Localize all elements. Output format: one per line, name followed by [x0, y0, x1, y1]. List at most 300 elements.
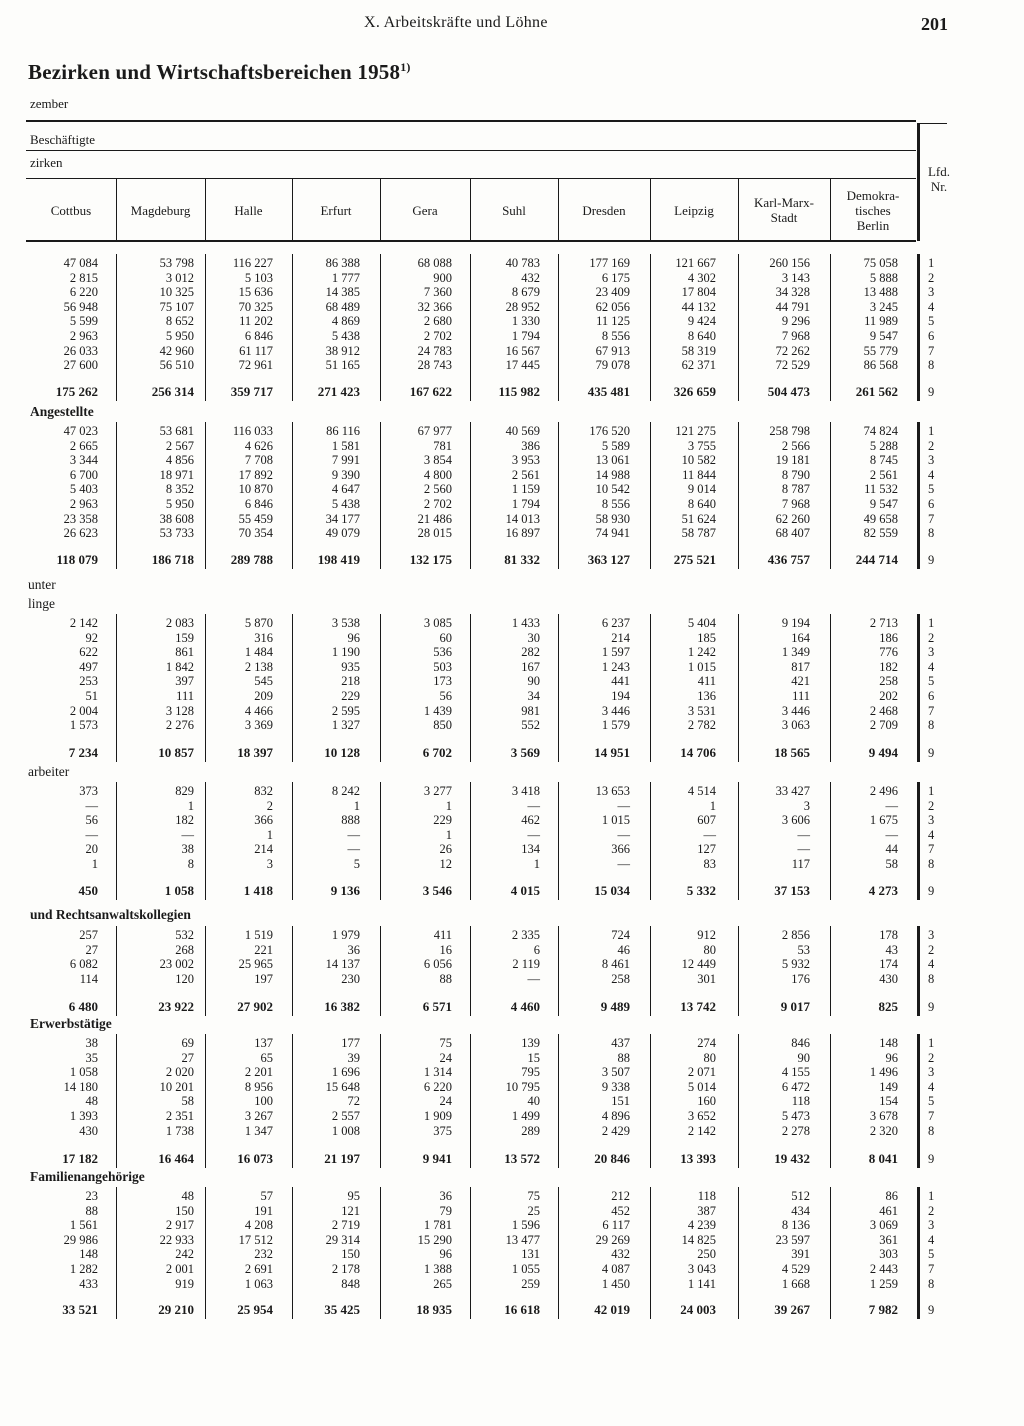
table-row — [0, 512, 1024, 526]
cell-dresden: 79 078 — [595, 358, 630, 373]
cell-leipzig: 912 — [697, 928, 716, 942]
column-rule — [116, 782, 117, 900]
row-number: 5 — [928, 1247, 935, 1262]
cell-demokratisches-berlin: 149 — [879, 1079, 898, 1094]
cell-halle: 70 325 — [238, 299, 273, 314]
cell-gera: 3 277 — [423, 784, 452, 798]
cell-erfurt: 1 008 — [331, 1123, 360, 1138]
cell-karl-marx-stadt: 8 787 — [781, 482, 810, 497]
cell-dresden: 6 117 — [602, 1218, 630, 1233]
cell-cottbus: 56 — [85, 813, 98, 828]
cell-cottbus: 450 — [78, 883, 98, 898]
cell-suhl: 282 — [521, 645, 540, 660]
column-header-2 — [205, 203, 292, 218]
cell-magdeburg: 23 002 — [159, 957, 194, 972]
cell-demokratisches-berlin: 258 — [879, 674, 898, 689]
cell-leipzig: 250 — [697, 1247, 716, 1262]
cell-karl-marx-stadt: 8 790 — [781, 467, 810, 482]
cell-karl-marx-stadt: 817 — [791, 659, 810, 674]
cell-suhl: 40 569 — [505, 424, 540, 438]
cell-gera: 15 290 — [417, 1232, 452, 1247]
cell-leipzig: 8 640 — [687, 497, 716, 511]
table-row — [0, 674, 1024, 688]
table-row — [0, 813, 1024, 827]
cell-demokratisches-berlin: 9 547 — [869, 329, 898, 343]
column-rule — [380, 254, 381, 401]
cell-suhl: 462 — [521, 813, 540, 828]
column-rule — [380, 1187, 381, 1319]
cell-magdeburg: 38 — [181, 842, 194, 857]
cell-cottbus: 6 220 — [69, 285, 98, 300]
cell-halle: 1 484 — [244, 645, 273, 660]
row-number: 8 — [928, 1123, 935, 1138]
table-row — [0, 300, 1024, 314]
cell-demokratisches-berlin: 5 288 — [869, 438, 898, 453]
cell-halle: 116 227 — [232, 256, 273, 270]
cell-karl-marx-stadt: 19 181 — [775, 453, 810, 468]
table-row — [0, 1233, 1024, 1247]
row-number: 8 — [928, 358, 935, 373]
column-rule — [738, 254, 739, 401]
column-rule — [205, 1034, 206, 1168]
row-number: 8 — [928, 971, 935, 986]
cell-suhl: 8 679 — [511, 285, 540, 300]
cell-dresden: 176 520 — [589, 424, 630, 438]
cell-erfurt: 39 — [347, 1050, 360, 1065]
cell-magdeburg: 861 — [175, 645, 194, 660]
cell-erfurt: 888 — [341, 813, 360, 828]
cell-gera: 2 702 — [423, 329, 452, 343]
cell-suhl: 795 — [521, 1065, 540, 1080]
cell-karl-marx-stadt: 434 — [791, 1203, 810, 1218]
cell-karl-marx-stadt: 3 143 — [781, 270, 810, 285]
cell-leipzig: 2 782 — [687, 718, 716, 733]
cell-magdeburg: 53 798 — [159, 256, 194, 270]
sub-label: zirken — [30, 155, 63, 170]
cell-erfurt: 3 538 — [331, 616, 360, 630]
cell-suhl: 13 572 — [504, 1151, 540, 1166]
cell-cottbus: 433 — [79, 1276, 98, 1291]
lfd-divider — [917, 1187, 920, 1319]
cell-dresden: 1 450 — [601, 1276, 630, 1291]
row-number: 4 — [928, 957, 935, 972]
row-number: 2 — [928, 798, 935, 813]
cell-leipzig: 387 — [697, 1203, 716, 1218]
table-total-row — [0, 1303, 1024, 1317]
group-rule — [26, 150, 916, 151]
cell-suhl: 139 — [521, 1036, 540, 1050]
cell-erfurt: 229 — [341, 689, 360, 703]
column-rule — [292, 614, 293, 762]
cell-karl-marx-stadt: 39 267 — [774, 1302, 810, 1317]
cell-cottbus: 2 142 — [69, 616, 98, 630]
table-total-row — [0, 553, 1024, 567]
row-number: 7 — [928, 842, 935, 857]
cell-dresden: — — [617, 857, 630, 871]
cell-suhl: 3 953 — [511, 453, 540, 468]
cell-leipzig: 4 239 — [687, 1218, 716, 1233]
cell-demokratisches-berlin: 244 714 — [855, 552, 898, 567]
column-header-line: Stadt — [770, 210, 798, 225]
cell-dresden: 6 237 — [601, 616, 630, 630]
cell-leipzig: 3 531 — [687, 703, 716, 718]
cell-karl-marx-stadt: 90 — [797, 1050, 810, 1065]
column-rule — [558, 422, 559, 569]
table-row — [0, 344, 1024, 358]
cell-leipzig: 9 014 — [687, 482, 716, 497]
lfd-divider — [917, 1034, 920, 1168]
cell-demokratisches-berlin: 8 041 — [868, 1151, 898, 1166]
cell-dresden: 8 556 — [601, 497, 630, 511]
cell-leipzig: 2 142 — [687, 1123, 716, 1138]
cell-gera: 16 — [439, 942, 452, 957]
cell-dresden: 23 409 — [595, 285, 630, 300]
cell-erfurt: 38 912 — [325, 343, 360, 358]
cell-karl-marx-stadt: 62 260 — [775, 511, 810, 526]
cell-karl-marx-stadt: 3 063 — [781, 718, 810, 733]
cell-cottbus: 5 403 — [69, 482, 98, 497]
cell-erfurt: 10 128 — [324, 745, 360, 760]
cell-demokratisches-berlin: 55 779 — [863, 343, 898, 358]
cell-gera: 3 546 — [422, 883, 452, 898]
table-row — [0, 439, 1024, 453]
cell-halle: 3 267 — [244, 1109, 273, 1123]
cell-gera: 3 854 — [423, 453, 452, 468]
cell-halle: 3 369 — [244, 718, 273, 733]
cell-gera: 411 — [433, 928, 452, 942]
cell-erfurt: 29 314 — [325, 1232, 360, 1247]
table-row — [0, 828, 1024, 842]
cell-gera: 375 — [433, 1123, 452, 1138]
row-number: 5 — [928, 314, 935, 329]
column-header-7 — [650, 203, 738, 218]
table-row — [0, 1094, 1024, 1108]
cell-gera: 24 — [439, 1050, 452, 1065]
column-rule — [292, 782, 293, 900]
cell-dresden: 10 542 — [595, 482, 630, 497]
cell-gera: 88 — [439, 971, 452, 986]
table-row — [0, 1277, 1024, 1291]
table-row — [0, 689, 1024, 703]
cell-gera: 7 360 — [423, 285, 452, 300]
cell-magdeburg: 2 351 — [165, 1109, 194, 1123]
column-rule — [558, 1187, 559, 1319]
column-rule — [292, 422, 293, 569]
cell-suhl: 16 567 — [505, 343, 540, 358]
cell-suhl: 16 618 — [504, 1302, 540, 1317]
cell-suhl: 289 — [521, 1123, 540, 1138]
cell-erfurt: 848 — [341, 1276, 360, 1291]
cell-demokratisches-berlin: 43 — [885, 942, 898, 957]
column-rule — [830, 422, 831, 569]
cell-erfurt: 1 190 — [331, 645, 360, 660]
cell-karl-marx-stadt: 3 606 — [781, 813, 810, 828]
cell-erfurt: 96 — [347, 630, 360, 645]
cell-dresden: 29 269 — [595, 1232, 630, 1247]
cell-demokratisches-berlin: 186 — [879, 630, 898, 645]
cell-magdeburg: 186 718 — [151, 552, 194, 567]
cell-magdeburg: 111 — [176, 689, 194, 703]
cell-suhl: 981 — [521, 703, 540, 718]
cell-leipzig: 136 — [697, 689, 716, 703]
cell-karl-marx-stadt: 19 432 — [774, 1151, 810, 1166]
cell-karl-marx-stadt: 5 473 — [781, 1109, 810, 1123]
cell-cottbus: 48 — [85, 1094, 98, 1109]
cell-erfurt: 2 595 — [331, 703, 360, 718]
cell-magdeburg: 10 201 — [159, 1079, 194, 1094]
column-rule — [380, 782, 381, 900]
cell-gera: 1 388 — [423, 1262, 452, 1276]
table-row — [0, 1124, 1024, 1138]
cell-gera: 28 743 — [417, 358, 452, 373]
cell-suhl: 16 897 — [505, 526, 540, 541]
cell-halle: 316 — [254, 630, 273, 645]
cell-leipzig: — — [703, 827, 716, 842]
cell-karl-marx-stadt: 117 — [791, 857, 810, 871]
cell-magdeburg: 48 — [181, 1189, 194, 1203]
table-total-row — [0, 746, 1024, 760]
cell-gera: 850 — [433, 718, 452, 733]
cell-halle: 366 — [254, 813, 273, 828]
cell-leipzig: 3 755 — [687, 438, 716, 453]
column-rule — [558, 614, 559, 762]
cell-dresden: 20 846 — [594, 1151, 630, 1166]
cell-suhl: 1 330 — [511, 314, 540, 329]
cell-demokratisches-berlin: 86 568 — [863, 358, 898, 373]
cell-demokratisches-berlin: — — [885, 798, 898, 813]
cell-halle: 70 354 — [238, 526, 273, 541]
cell-dresden: 13 061 — [595, 453, 630, 468]
cell-demokratisches-berlin: 3 678 — [869, 1109, 898, 1123]
column-header-line: Dresden — [582, 203, 626, 218]
table-row — [0, 645, 1024, 659]
cell-halle: 137 — [254, 1036, 273, 1050]
cell-suhl: 386 — [521, 438, 540, 453]
cell-magdeburg: 53 681 — [159, 424, 194, 438]
row-number: 4 — [928, 1232, 935, 1247]
cell-cottbus: 1 282 — [69, 1262, 98, 1276]
cell-suhl: 10 795 — [505, 1079, 540, 1094]
cell-cottbus: 33 521 — [62, 1302, 98, 1317]
cell-demokratisches-berlin: 58 — [885, 857, 898, 871]
cell-leipzig: 2 071 — [687, 1065, 716, 1080]
lfd-header — [922, 164, 956, 194]
cell-halle: 7 708 — [244, 453, 273, 468]
column-rule — [738, 926, 739, 1016]
cell-suhl: 1 433 — [511, 616, 540, 630]
cell-leipzig: 14 706 — [680, 745, 716, 760]
cell-magdeburg: 3 128 — [165, 703, 194, 718]
cell-halle: 209 — [254, 689, 273, 703]
row-number: 3 — [928, 645, 935, 660]
row-number: 9 — [928, 553, 935, 567]
cell-dresden: 15 034 — [594, 883, 630, 898]
cell-leipzig: 411 — [697, 674, 716, 689]
cell-gera: 1 314 — [423, 1065, 452, 1080]
cell-erfurt: 14 137 — [325, 957, 360, 972]
cell-magdeburg: 3 012 — [165, 270, 194, 285]
row-number: 4 — [928, 299, 935, 314]
cell-cottbus: 7 234 — [68, 745, 98, 760]
cell-magdeburg: 42 960 — [159, 343, 194, 358]
column-rule — [650, 179, 651, 240]
cell-demokratisches-berlin: 5 888 — [869, 270, 898, 285]
cell-dresden: 2 429 — [601, 1123, 630, 1138]
cell-magdeburg: 38 608 — [159, 511, 194, 526]
cell-leipzig: 5 332 — [686, 883, 716, 898]
table-row — [0, 1189, 1024, 1203]
cell-magdeburg: 919 — [175, 1276, 194, 1291]
column-header-line: Halle — [234, 203, 263, 218]
cell-erfurt: 5 438 — [331, 497, 360, 511]
column-rule — [830, 614, 831, 762]
cell-leipzig: 121 275 — [675, 424, 716, 438]
cell-halle: 16 073 — [237, 1151, 273, 1166]
row-number: 1 — [928, 1036, 935, 1050]
table-row — [0, 1218, 1024, 1232]
cell-magdeburg: 532 — [175, 928, 194, 942]
cell-karl-marx-stadt: 33 427 — [775, 784, 810, 798]
row-number: 1 — [928, 424, 935, 438]
cell-gera: 6 702 — [422, 745, 452, 760]
cell-dresden: 13 653 — [595, 784, 630, 798]
table-top-rule — [26, 120, 916, 122]
row-number: 8 — [928, 857, 935, 871]
cell-karl-marx-stadt: 391 — [791, 1247, 810, 1262]
cell-halle: 197 — [254, 971, 273, 986]
cell-erfurt: 2 557 — [331, 1109, 360, 1123]
row-number: 2 — [928, 1050, 935, 1065]
cell-dresden: 46 — [617, 942, 630, 957]
cell-dresden: 67 913 — [595, 343, 630, 358]
lfd-divider — [917, 422, 920, 569]
page-number: 201 — [921, 14, 948, 34]
cell-demokratisches-berlin: 11 532 — [864, 482, 898, 497]
cell-dresden: 1 015 — [601, 813, 630, 828]
column-header-line: Suhl — [502, 203, 526, 218]
column-rule — [116, 1034, 117, 1168]
cell-cottbus: 20 — [85, 842, 98, 857]
cell-erfurt: 16 382 — [324, 999, 360, 1014]
column-header-5 — [470, 203, 558, 218]
cell-demokratisches-berlin: 776 — [879, 645, 898, 660]
column-rule — [380, 1034, 381, 1168]
lfd-top-rule — [917, 123, 947, 124]
row-number: 9 — [928, 1303, 935, 1317]
cell-demokratisches-berlin: 361 — [879, 1232, 898, 1247]
cell-erfurt: — — [347, 842, 360, 857]
cell-leipzig: 160 — [697, 1094, 716, 1109]
cell-erfurt: 72 — [347, 1094, 360, 1109]
cell-gera: 96 — [439, 1247, 452, 1262]
cell-erfurt: 218 — [341, 674, 360, 689]
column-rule — [650, 1187, 651, 1319]
cell-karl-marx-stadt: 111 — [792, 689, 810, 703]
cell-karl-marx-stadt: 118 — [791, 1094, 810, 1109]
cell-leipzig: 4 514 — [687, 784, 716, 798]
cell-leipzig: 5 014 — [687, 1079, 716, 1094]
cell-dresden: 177 169 — [589, 256, 630, 270]
cell-leipzig: 274 — [697, 1036, 716, 1050]
column-rule — [470, 1187, 471, 1319]
column-header-8 — [738, 195, 830, 225]
cell-cottbus: 175 262 — [55, 384, 98, 399]
cell-demokratisches-berlin: 2 561 — [869, 467, 898, 482]
cell-karl-marx-stadt: 436 757 — [767, 552, 810, 567]
cell-erfurt: 177 — [341, 1036, 360, 1050]
cell-demokratisches-berlin: 49 658 — [863, 511, 898, 526]
lfd-divider — [917, 782, 920, 900]
cell-gera: 6 056 — [423, 957, 452, 972]
cell-leipzig: 58 787 — [681, 526, 716, 541]
cell-leipzig: 13 742 — [680, 999, 716, 1014]
section-heading: Angestellte — [30, 404, 94, 419]
cell-suhl: 81 332 — [504, 552, 540, 567]
row-number: 2 — [928, 630, 935, 645]
section-heading: unter — [28, 577, 56, 592]
cell-cottbus: 3 344 — [69, 453, 98, 468]
cell-leipzig: 11 844 — [682, 467, 716, 482]
cell-magdeburg: 75 107 — [159, 299, 194, 314]
row-number: 3 — [928, 1218, 935, 1233]
cell-demokratisches-berlin: 11 989 — [864, 314, 898, 329]
cell-dresden: 4 087 — [601, 1262, 630, 1276]
column-rule — [292, 1034, 293, 1168]
column-rule — [650, 926, 651, 1016]
cell-gera: 1 — [445, 827, 452, 842]
title-text: Bezirken und Wirtschaftsbereichen 1958 — [28, 60, 401, 84]
cell-gera: 503 — [433, 659, 452, 674]
cell-cottbus: 23 358 — [63, 511, 98, 526]
cell-dresden: 62 056 — [595, 299, 630, 314]
cell-leipzig: 12 449 — [681, 957, 716, 972]
cell-cottbus: 2 004 — [69, 703, 98, 718]
cell-leipzig: 118 — [697, 1189, 716, 1203]
row-number: 4 — [928, 827, 935, 842]
cell-gera: 67 977 — [417, 424, 452, 438]
cell-karl-marx-stadt: 34 328 — [775, 285, 810, 300]
cell-halle: 359 717 — [230, 384, 273, 399]
row-number: 9 — [928, 385, 935, 399]
cell-erfurt: 5 — [353, 857, 360, 871]
cell-magdeburg: 5 950 — [165, 497, 194, 511]
cell-cottbus: 27 600 — [63, 358, 98, 373]
cell-suhl: 28 952 — [505, 299, 540, 314]
cell-cottbus: 1 561 — [69, 1218, 98, 1233]
row-number: 1 — [928, 256, 935, 270]
cell-suhl: 115 982 — [498, 384, 540, 399]
cell-karl-marx-stadt: 4 155 — [781, 1065, 810, 1080]
column-rule — [738, 1034, 739, 1168]
table-row — [0, 799, 1024, 813]
row-number: 6 — [928, 689, 935, 703]
cell-gera: 536 — [433, 645, 452, 660]
column-rule — [470, 179, 471, 240]
cell-halle: 57 — [260, 1189, 273, 1203]
cell-gera: 9 941 — [422, 1151, 452, 1166]
cell-erfurt: 35 425 — [324, 1302, 360, 1317]
cell-suhl: 90 — [527, 674, 540, 689]
cell-dresden: 363 127 — [587, 552, 630, 567]
cell-leipzig: 607 — [697, 813, 716, 828]
column-header-line: Gera — [412, 203, 438, 218]
cell-halle: 545 — [254, 674, 273, 689]
cell-leipzig: 13 393 — [680, 1151, 716, 1166]
cell-halle: 1 347 — [244, 1123, 273, 1138]
cell-suhl: 1 499 — [511, 1109, 540, 1123]
cell-erfurt: 14 385 — [325, 285, 360, 300]
cell-dresden: 14 951 — [594, 745, 630, 760]
